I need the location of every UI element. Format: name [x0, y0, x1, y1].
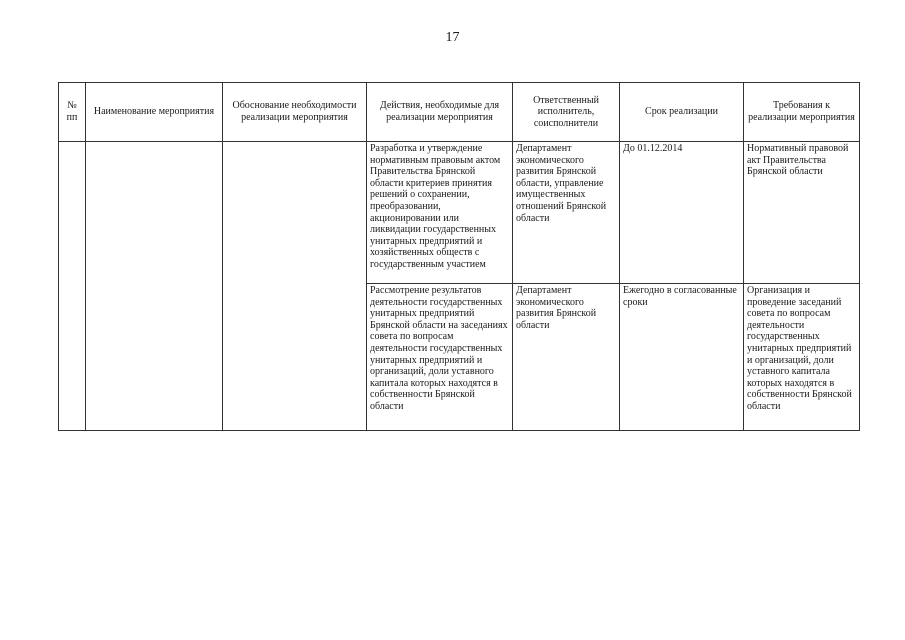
cell-name — [86, 142, 223, 284]
table-row — [59, 142, 860, 284]
cell-requirements: Организация и проведение заседаний совета по вопросам деятельности государственных унитарных предприятий и организаций, доли уставного капитала которых находятся в собственности Брянской области — [744, 284, 860, 431]
header-requirements: Требования к реализации мероприятия — [744, 83, 860, 142]
cell-actions: Разработка и утверждение нормативным правовым актом Правительства Брянской области критериев принятия решений о сохранении, преобразовании, акционировании или ликвидации государственных унитарных предприятий и хозяйственных обществ с государственным участием — [367, 142, 513, 284]
cell-number — [59, 142, 86, 284]
cell-deadline: Ежегодно в согласованные сроки — [620, 284, 744, 431]
header-number: № пп — [59, 83, 86, 142]
table-header-row — [59, 83, 860, 142]
cell-name — [86, 284, 223, 431]
page-number: 17 — [445, 30, 460, 45]
cell-number — [59, 284, 86, 431]
table-row — [59, 284, 860, 431]
cell-requirements: Нормативный правовой акт Правительства Брянской области — [744, 142, 860, 284]
cell-actions: Рассмотрение результатов деятельности государственных унитарных предприятий Брянской области на заседаниях совета по вопросам деятельности государственных унитарных предприятий и организаций, доли уставного капитала которых находятся в собственности Брянской области — [367, 284, 513, 431]
measures-table — [58, 82, 860, 431]
header-justification: Обоснование необходимости реализации мероприятия — [223, 83, 367, 142]
cell-responsible: Департамент экономического развития Брянской области — [513, 284, 620, 431]
cell-responsible: Департамент экономического развития Брянской области, управление имущественных отношений Брянской области — [513, 142, 620, 284]
header-responsible: Ответственный исполнитель, соисполнители — [513, 83, 620, 142]
header-deadline: Срок реализации — [620, 83, 744, 142]
cell-deadline: До 01.12.2014 — [620, 142, 744, 284]
header-actions: Действия, необходимые для реализации мероприятия — [367, 83, 513, 142]
cell-justification — [223, 284, 367, 431]
cell-justification — [223, 142, 367, 284]
header-name: Наименование мероприятия — [86, 83, 223, 142]
